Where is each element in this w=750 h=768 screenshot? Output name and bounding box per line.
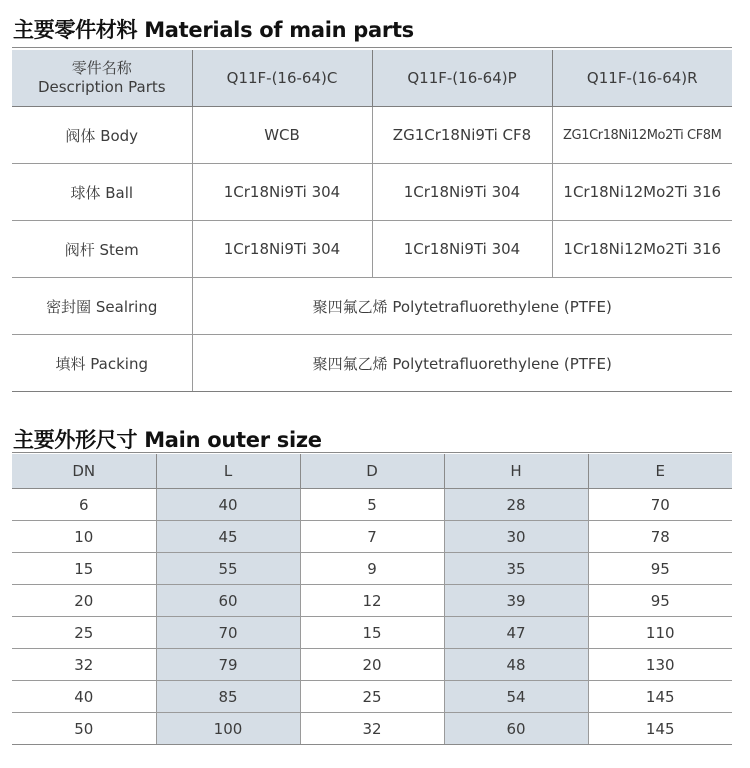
size-cell: 12 xyxy=(300,585,444,617)
material-cell: 1Cr18Ni9Ti 304 xyxy=(192,221,372,278)
table-row xyxy=(12,107,732,164)
size-cell: 32 xyxy=(300,713,444,745)
column-header: DN xyxy=(12,454,156,489)
size-cell: 9 xyxy=(300,553,444,585)
size-cell: 5 xyxy=(300,489,444,521)
size-cell: 25 xyxy=(12,617,156,649)
materials-top-rule xyxy=(12,47,732,48)
material-cell: ZG1Cr18Ni9Ti CF8 xyxy=(372,107,552,164)
column-header: L xyxy=(156,454,300,489)
size-cell: 70 xyxy=(156,617,300,649)
material-cell-merged: 聚四氟乙烯 Polytetrafluorethylene (PTFE) xyxy=(192,278,732,335)
header-model-c: Q11F-(16-64)C xyxy=(192,50,372,107)
size-cell: 50 xyxy=(12,713,156,745)
material-cell-merged: 聚四氟乙烯 Polytetrafluorethylene (PTFE) xyxy=(192,335,732,392)
table-row xyxy=(12,335,732,392)
size-cell: 78 xyxy=(588,521,732,553)
table-row xyxy=(12,585,732,617)
header-model-p: Q11F-(16-64)P xyxy=(372,50,552,107)
table-row xyxy=(12,164,732,221)
material-cell: 1Cr18Ni12Mo2Ti 316 xyxy=(552,221,732,278)
table-row xyxy=(12,521,732,553)
materials-title: 主要零件材料 Materials of main parts xyxy=(13,18,414,42)
size-cell: 15 xyxy=(300,617,444,649)
materials-table xyxy=(12,50,732,392)
materials-header-row xyxy=(12,50,732,107)
size-cell: 100 xyxy=(156,713,300,745)
size-cell: 10 xyxy=(12,521,156,553)
material-cell: 1Cr18Ni12Mo2Ti 316 xyxy=(552,164,732,221)
size-cell: 25 xyxy=(300,681,444,713)
size-cell: 60 xyxy=(156,585,300,617)
size-cell: 28 xyxy=(444,489,588,521)
part-name: 阀杆 Stem xyxy=(12,221,192,278)
size-cell: 6 xyxy=(12,489,156,521)
size-cell: 145 xyxy=(588,681,732,713)
size-cell: 110 xyxy=(588,617,732,649)
size-cell: 20 xyxy=(300,649,444,681)
size-cell: 47 xyxy=(444,617,588,649)
sizes-table xyxy=(12,454,732,745)
material-cell: 1Cr18Ni9Ti 304 xyxy=(192,164,372,221)
size-cell: 79 xyxy=(156,649,300,681)
part-name: 阀体 Body xyxy=(12,107,192,164)
sizes-top-rule xyxy=(12,452,732,453)
part-name: 球体 Ball xyxy=(12,164,192,221)
table-row xyxy=(12,681,732,713)
material-cell: ZG1Cr18Ni12Mo2Ti CF8M xyxy=(552,107,732,164)
size-cell: 40 xyxy=(156,489,300,521)
material-cell: WCB xyxy=(192,107,372,164)
size-cell: 7 xyxy=(300,521,444,553)
header-model-r: Q11F-(16-64)R xyxy=(552,50,732,107)
sizes-header-row xyxy=(12,454,732,489)
column-header: D xyxy=(300,454,444,489)
size-cell: 95 xyxy=(588,553,732,585)
size-cell: 60 xyxy=(444,713,588,745)
size-cell: 45 xyxy=(156,521,300,553)
size-cell: 145 xyxy=(588,713,732,745)
table-row xyxy=(12,221,732,278)
table-row xyxy=(12,553,732,585)
table-row xyxy=(12,617,732,649)
size-cell: 55 xyxy=(156,553,300,585)
size-cell: 54 xyxy=(444,681,588,713)
size-cell: 35 xyxy=(444,553,588,585)
part-name: 填料 Packing xyxy=(12,335,192,392)
material-cell: 1Cr18Ni9Ti 304 xyxy=(372,164,552,221)
header-part-en: Description Parts xyxy=(37,78,166,96)
table-row xyxy=(12,489,732,521)
part-name: 密封圈 Sealring xyxy=(12,278,192,335)
table-row xyxy=(12,713,732,745)
size-cell: 32 xyxy=(12,649,156,681)
size-cell: 40 xyxy=(12,681,156,713)
sizes-title: 主要外形尺寸 Main outer size xyxy=(13,428,322,452)
size-cell: 15 xyxy=(12,553,156,585)
table-row xyxy=(12,649,732,681)
size-cell: 85 xyxy=(156,681,300,713)
size-cell: 48 xyxy=(444,649,588,681)
size-cell: 39 xyxy=(444,585,588,617)
size-cell: 70 xyxy=(588,489,732,521)
column-header: E xyxy=(588,454,732,489)
size-cell: 130 xyxy=(588,649,732,681)
header-description-parts xyxy=(12,50,192,107)
material-cell: 1Cr18Ni9Ti 304 xyxy=(372,221,552,278)
column-header: H xyxy=(444,454,588,489)
size-cell: 95 xyxy=(588,585,732,617)
table-row xyxy=(12,278,732,335)
size-cell: 30 xyxy=(444,521,588,553)
size-cell: 20 xyxy=(12,585,156,617)
header-part-cn: 零件名称 xyxy=(71,59,132,77)
